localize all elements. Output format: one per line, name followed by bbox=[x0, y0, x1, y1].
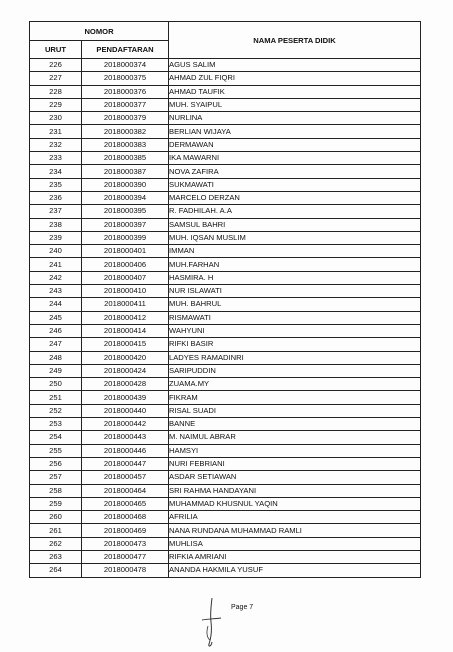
cell-urut: 231 bbox=[30, 125, 82, 138]
cell-pendaftaran: 2018000387 bbox=[82, 165, 169, 178]
cell-pendaftaran: 2018000397 bbox=[82, 218, 169, 231]
table-row bbox=[30, 404, 421, 417]
cell-urut: 235 bbox=[30, 178, 82, 191]
table-row bbox=[30, 285, 421, 298]
table-row bbox=[30, 418, 421, 431]
cell-pendaftaran: 2018000411 bbox=[82, 298, 169, 311]
cell-pendaftaran: 2018000465 bbox=[82, 497, 169, 510]
cell-urut: 238 bbox=[30, 218, 82, 231]
table-row bbox=[30, 165, 421, 178]
table-row bbox=[30, 378, 421, 391]
table-row bbox=[30, 364, 421, 377]
cell-nama: RISAL SUADI bbox=[169, 404, 421, 417]
cell-urut: 261 bbox=[30, 524, 82, 537]
cell-nama: MARCELO DERZAN bbox=[169, 191, 421, 204]
cell-nama: RIFKIA AMRIANI bbox=[169, 550, 421, 563]
table-row bbox=[30, 524, 421, 537]
cell-pendaftaran: 2018000478 bbox=[82, 564, 169, 577]
cell-nama: LADYES RAMADINRI bbox=[169, 351, 421, 364]
cell-nama: DERMAWAN bbox=[169, 138, 421, 151]
table-row bbox=[30, 511, 421, 524]
table-row bbox=[30, 391, 421, 404]
cell-pendaftaran: 2018000468 bbox=[82, 511, 169, 524]
cell-nama: WAHYUNI bbox=[169, 324, 421, 337]
cell-nama: MUH. IQSAN MUSLIM bbox=[169, 231, 421, 244]
table-row bbox=[30, 338, 421, 351]
cell-urut: 229 bbox=[30, 98, 82, 111]
table-row bbox=[30, 59, 421, 72]
table-row bbox=[30, 298, 421, 311]
table-row bbox=[30, 98, 421, 111]
cell-pendaftaran: 2018000457 bbox=[82, 471, 169, 484]
cell-urut: 253 bbox=[30, 418, 82, 431]
cell-urut: 251 bbox=[30, 391, 82, 404]
cell-urut: 242 bbox=[30, 271, 82, 284]
cell-urut: 228 bbox=[30, 85, 82, 98]
cell-pendaftaran: 2018000415 bbox=[82, 338, 169, 351]
cell-pendaftaran: 2018000440 bbox=[82, 404, 169, 417]
cell-nama: AFRILIA bbox=[169, 511, 421, 524]
cell-nama: RIFKI BASIR bbox=[169, 338, 421, 351]
cell-nama: SUKMAWATI bbox=[169, 178, 421, 191]
cell-pendaftaran: 2018000395 bbox=[82, 205, 169, 218]
participants-table bbox=[29, 21, 421, 578]
header-urut: URUT bbox=[30, 41, 82, 59]
cell-urut: 250 bbox=[30, 378, 82, 391]
cell-urut: 258 bbox=[30, 484, 82, 497]
cell-urut: 245 bbox=[30, 311, 82, 324]
cell-nama: MUH.FARHAN bbox=[169, 258, 421, 271]
table-row bbox=[30, 112, 421, 125]
table-row bbox=[30, 205, 421, 218]
table-row bbox=[30, 497, 421, 510]
cell-pendaftaran: 2018000394 bbox=[82, 191, 169, 204]
cell-nama: IKA MAWARNI bbox=[169, 152, 421, 165]
cell-pendaftaran: 2018000379 bbox=[82, 112, 169, 125]
cell-urut: 252 bbox=[30, 404, 82, 417]
cell-pendaftaran: 2018000443 bbox=[82, 431, 169, 444]
cell-nama: ASDAR SETIAWAN bbox=[169, 471, 421, 484]
cell-nama: MUH. BAHRUL bbox=[169, 298, 421, 311]
cell-pendaftaran: 2018000410 bbox=[82, 285, 169, 298]
cell-urut: 236 bbox=[30, 191, 82, 204]
cell-pendaftaran: 2018000442 bbox=[82, 418, 169, 431]
cell-urut: 260 bbox=[30, 511, 82, 524]
cell-nama: NURI FEBRIANI bbox=[169, 457, 421, 470]
cell-nama: RISMAWATI bbox=[169, 311, 421, 324]
table-row bbox=[30, 311, 421, 324]
cell-nama: NOVA ZAFIRA bbox=[169, 165, 421, 178]
cell-pendaftaran: 2018000424 bbox=[82, 364, 169, 377]
cell-urut: 240 bbox=[30, 245, 82, 258]
cell-pendaftaran: 2018000412 bbox=[82, 311, 169, 324]
cell-nama: R. FADHILAH. A.A bbox=[169, 205, 421, 218]
cell-nama: SRI RAHMA HANDAYANI bbox=[169, 484, 421, 497]
table-row bbox=[30, 178, 421, 191]
cell-pendaftaran: 2018000447 bbox=[82, 457, 169, 470]
cell-nama: HASMIRA. H bbox=[169, 271, 421, 284]
cell-urut: 254 bbox=[30, 431, 82, 444]
table-row bbox=[30, 564, 421, 577]
cell-urut: 239 bbox=[30, 231, 82, 244]
cell-nama: BERLIAN WIJAYA bbox=[169, 125, 421, 138]
table-row bbox=[30, 125, 421, 138]
cell-nama: SARIPUDDIN bbox=[169, 364, 421, 377]
table-row bbox=[30, 72, 421, 85]
cell-nama: SAMSUL BAHRI bbox=[169, 218, 421, 231]
cell-nama: ANANDA HAKMILA YUSUF bbox=[169, 564, 421, 577]
cell-nama: AHMAD ZUL FIQRI bbox=[169, 72, 421, 85]
table-row bbox=[30, 351, 421, 364]
table-row bbox=[30, 431, 421, 444]
cell-urut: 262 bbox=[30, 537, 82, 550]
cell-nama: FIKRAM bbox=[169, 391, 421, 404]
cell-urut: 227 bbox=[30, 72, 82, 85]
cell-urut: 263 bbox=[30, 550, 82, 563]
header-nomor: NOMOR bbox=[30, 22, 169, 41]
cell-pendaftaran: 2018000376 bbox=[82, 85, 169, 98]
table-row bbox=[30, 484, 421, 497]
cell-nama: NANA RUNDANA MUHAMMAD RAMLI bbox=[169, 524, 421, 537]
cell-urut: 226 bbox=[30, 59, 82, 72]
cell-urut: 257 bbox=[30, 471, 82, 484]
cell-nama: HAMSYI bbox=[169, 444, 421, 457]
cell-pendaftaran: 2018000407 bbox=[82, 271, 169, 284]
table-row bbox=[30, 537, 421, 550]
table-row bbox=[30, 457, 421, 470]
table-row bbox=[30, 444, 421, 457]
table-row bbox=[30, 191, 421, 204]
handwritten-signature-icon bbox=[199, 596, 225, 648]
header-nama: NAMA PESERTA DIDIK bbox=[169, 22, 421, 59]
cell-nama: MUHAMMAD KHUSNUL YAQIN bbox=[169, 497, 421, 510]
table-row bbox=[30, 152, 421, 165]
cell-pendaftaran: 2018000390 bbox=[82, 178, 169, 191]
cell-nama: ZUAMA.MY bbox=[169, 378, 421, 391]
cell-pendaftaran: 2018000420 bbox=[82, 351, 169, 364]
cell-urut: 237 bbox=[30, 205, 82, 218]
cell-nama: MUHLISA bbox=[169, 537, 421, 550]
cell-urut: 230 bbox=[30, 112, 82, 125]
cell-urut: 255 bbox=[30, 444, 82, 457]
cell-nama: MUH. SYAIPUL bbox=[169, 98, 421, 111]
cell-nama: BANNE bbox=[169, 418, 421, 431]
cell-urut: 249 bbox=[30, 364, 82, 377]
cell-urut: 234 bbox=[30, 165, 82, 178]
header-pendaftaran: PENDAFTARAN bbox=[82, 41, 169, 59]
page-number: Page 7 bbox=[231, 604, 254, 611]
cell-pendaftaran: 2018000439 bbox=[82, 391, 169, 404]
cell-pendaftaran: 2018000385 bbox=[82, 152, 169, 165]
cell-pendaftaran: 2018000377 bbox=[82, 98, 169, 111]
cell-nama: M. NAIMUL ABRAR bbox=[169, 431, 421, 444]
cell-urut: 246 bbox=[30, 324, 82, 337]
cell-pendaftaran: 2018000383 bbox=[82, 138, 169, 151]
table-row bbox=[30, 550, 421, 563]
cell-pendaftaran: 2018000382 bbox=[82, 125, 169, 138]
table-row bbox=[30, 245, 421, 258]
cell-urut: 233 bbox=[30, 152, 82, 165]
cell-pendaftaran: 2018000414 bbox=[82, 324, 169, 337]
cell-urut: 244 bbox=[30, 298, 82, 311]
cell-pendaftaran: 2018000406 bbox=[82, 258, 169, 271]
cell-pendaftaran: 2018000401 bbox=[82, 245, 169, 258]
cell-nama: NUR ISLAWATI bbox=[169, 285, 421, 298]
cell-pendaftaran: 2018000375 bbox=[82, 72, 169, 85]
table-row bbox=[30, 471, 421, 484]
cell-urut: 243 bbox=[30, 285, 82, 298]
table-row bbox=[30, 324, 421, 337]
table-row bbox=[30, 138, 421, 151]
cell-pendaftaran: 2018000374 bbox=[82, 59, 169, 72]
table-row bbox=[30, 218, 421, 231]
cell-nama: AHMAD TAUFIK bbox=[169, 85, 421, 98]
table-row bbox=[30, 271, 421, 284]
cell-urut: 264 bbox=[30, 564, 82, 577]
cell-nama: NURLINA bbox=[169, 112, 421, 125]
cell-pendaftaran: 2018000473 bbox=[82, 537, 169, 550]
cell-urut: 232 bbox=[30, 138, 82, 151]
cell-urut: 256 bbox=[30, 457, 82, 470]
cell-urut: 259 bbox=[30, 497, 82, 510]
cell-nama: IMMAN bbox=[169, 245, 421, 258]
cell-nama: AGUS SALIM bbox=[169, 59, 421, 72]
cell-pendaftaran: 2018000477 bbox=[82, 550, 169, 563]
cell-urut: 241 bbox=[30, 258, 82, 271]
table-row bbox=[30, 231, 421, 244]
cell-pendaftaran: 2018000428 bbox=[82, 378, 169, 391]
cell-pendaftaran: 2018000469 bbox=[82, 524, 169, 537]
table-row bbox=[30, 258, 421, 271]
cell-pendaftaran: 2018000464 bbox=[82, 484, 169, 497]
cell-pendaftaran: 2018000446 bbox=[82, 444, 169, 457]
table-row bbox=[30, 85, 421, 98]
table-body bbox=[30, 59, 421, 578]
cell-pendaftaran: 2018000399 bbox=[82, 231, 169, 244]
cell-urut: 247 bbox=[30, 338, 82, 351]
cell-urut: 248 bbox=[30, 351, 82, 364]
